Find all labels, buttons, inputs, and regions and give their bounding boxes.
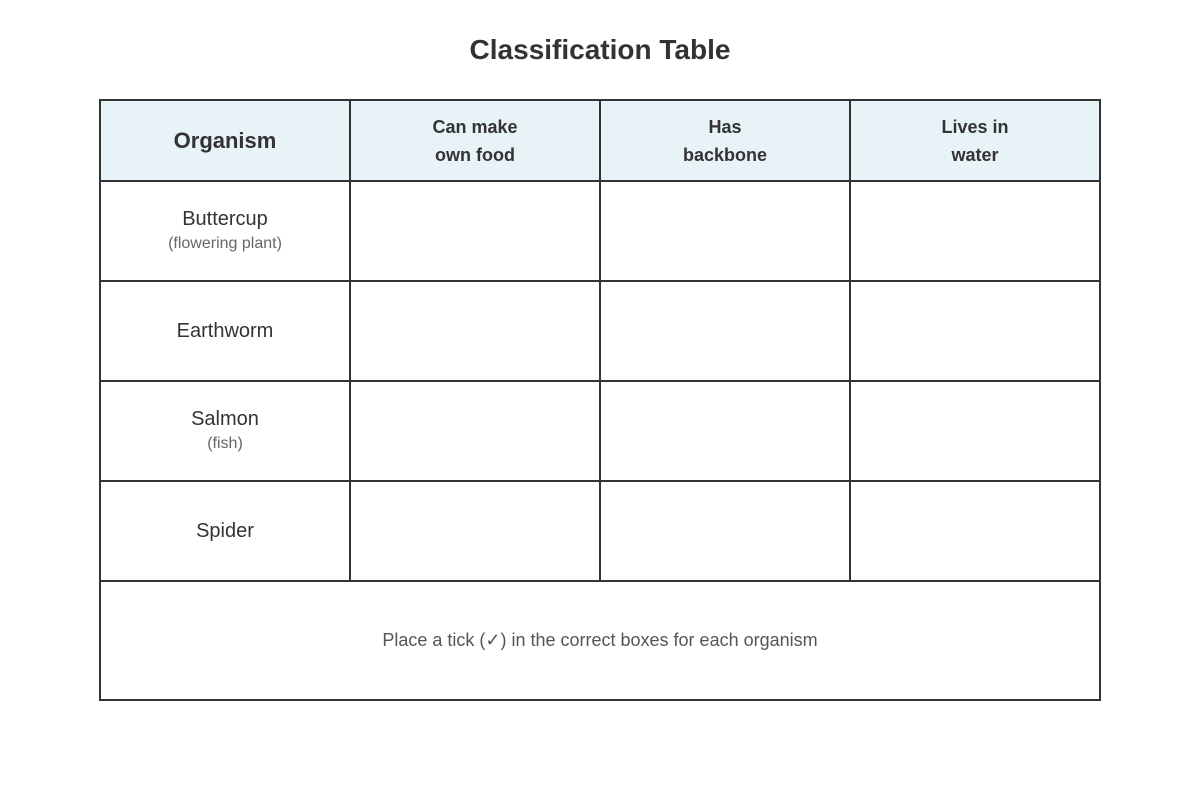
organism-cell (101, 382, 351, 480)
organism-cell (101, 482, 351, 580)
tick-box-can-make-own-food[interactable] (351, 482, 601, 580)
header-line: Can make (432, 116, 518, 137)
tick-box-can-make-own-food[interactable] (351, 382, 601, 480)
tick-box-has-backbone[interactable] (601, 282, 851, 380)
tick-box-lives-in-water[interactable] (851, 282, 1099, 380)
header-line: backbone (682, 144, 768, 165)
header-organism: Organism (101, 101, 351, 180)
tick-box-lives-in-water[interactable] (851, 382, 1099, 480)
tick-box-lives-in-water[interactable] (851, 482, 1099, 580)
tick-box-lives-in-water[interactable] (851, 182, 1099, 280)
classification-table (99, 99, 1101, 701)
table-row (101, 282, 1099, 382)
header-line: Lives in (941, 116, 1009, 137)
table-header-row (101, 101, 1099, 182)
tick-box-has-backbone[interactable] (601, 382, 851, 480)
table-row (101, 382, 1099, 482)
organism-name: Buttercup (182, 208, 268, 230)
tick-box-has-backbone[interactable] (601, 482, 851, 580)
organism-cell (101, 282, 351, 380)
page-title: Classification Table (469, 34, 731, 65)
organism-name: Salmon (191, 408, 259, 430)
header-line: Has (708, 116, 742, 137)
header-lives-in-water (851, 101, 1099, 180)
header-line: own food (435, 144, 515, 165)
header-line: water (951, 144, 999, 165)
organism-cell (101, 182, 351, 280)
organism-name: Earthworm (176, 320, 274, 342)
organism-note: (flowering plant) (168, 235, 282, 252)
organism-name: Spider (196, 520, 254, 542)
header-has-backbone (601, 101, 851, 180)
table-row (101, 482, 1099, 582)
table-row (101, 182, 1099, 282)
tick-box-can-make-own-food[interactable] (351, 182, 601, 280)
tick-box-can-make-own-food[interactable] (351, 282, 601, 380)
instruction-text: Place a tick (✓) in the correct boxes for each organism (382, 630, 818, 650)
tick-box-has-backbone[interactable] (601, 182, 851, 280)
organism-note: (fish) (207, 435, 243, 452)
header-can-make-own-food (351, 101, 601, 180)
